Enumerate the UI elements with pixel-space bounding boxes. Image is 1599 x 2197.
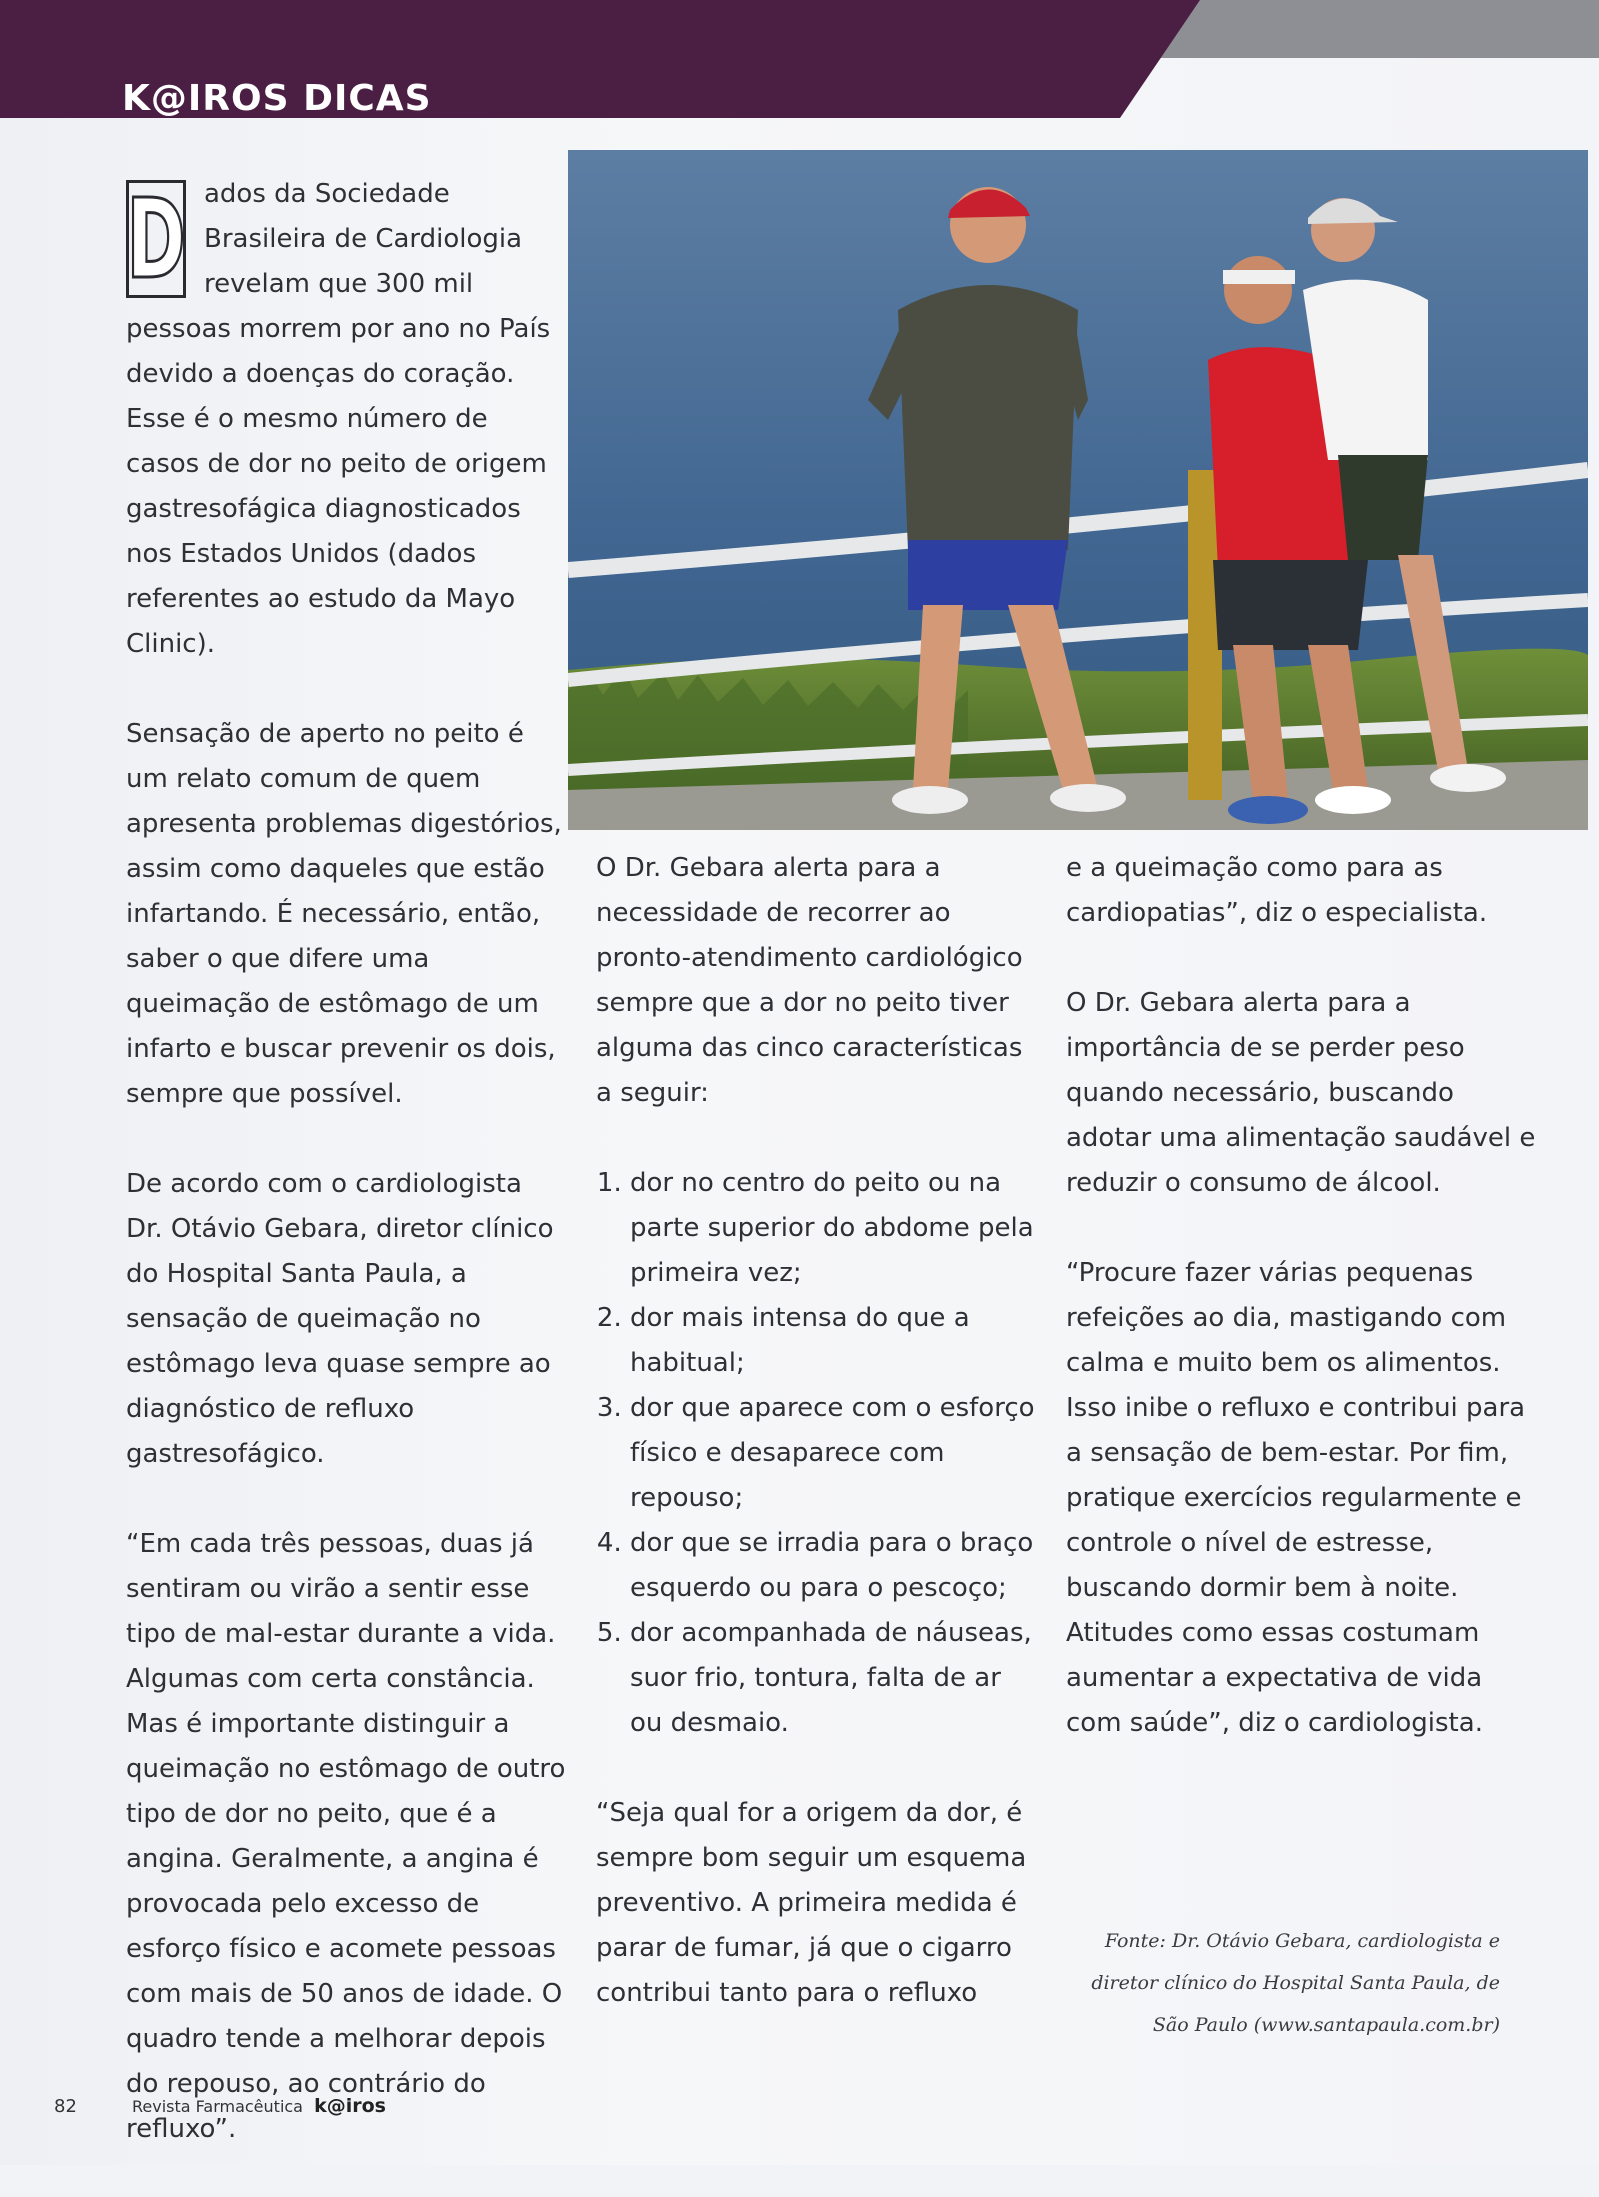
column-2 [596,846,1036,2061]
paragraph-meals-quote: “Procure fazer várias pequenas refeições ao dia, mastigando com calma e muito bem os alimentos. Isso inibe o refluxo e contribui para a sensação de bem-estar. Por fim, pratique exercícios regularmente e controle o nível de estresse, buscando dormir bem à noite. Atitudes como essas costumam aumentar a expectativa de vida com saúde”, diz o cardiologista. [1066,1258,1526,1738]
page-number: 82 [54,2096,77,2117]
paragraph-chest-pressure: Sensação de aperto no peito é um relato comum de quem apresenta problemas digestórios, assim como daqueles que estão infartando. É necessário, então, saber o que difere uma queimação de estômago de um infarto e buscar prevenir os dois, sempre que possível. [126,719,562,1109]
page-footer [54,2095,386,2117]
paragraph-weight-loss: O Dr. Gebara alerta para a importância de se perder peso quando necessário, buscando adotar uma alimentação saudável e reduzir o consumo de álcool. [1066,988,1536,1198]
joggers-photo-icon [568,150,1588,830]
list-item: 4. dor que se irradia para o braço esquerdo ou para o pescoço; [630,1521,1036,1611]
header-slant [1000,0,1200,118]
source-line: diretor clínico do Hospital Santa Paula, de [1091,1972,1500,1994]
list-item: 5. dor acompanhada de náuseas, suor frio, tontura, falta de ar ou desmaio. [630,1611,1036,1746]
column-1 [126,172,566,2197]
source-line: São Paulo (www.santapaula.com.br) [1152,2014,1500,2036]
intro-text: ados da Sociedade Brasileira de Cardiologia revelam que 300 mil pessoas morrem por ano no País devido a doenças do coração. Esse é o mesmo número de casos de dor no peito de origem gastresofágica diagnosticados nos Estados Unidos (dados referentes ao estudo da Mayo Clinic). [126,179,551,659]
source-credit [1060,1920,1500,2046]
paragraph-continuation: e a queimação como para as cardiopatias”, diz o especialista. [1066,853,1488,928]
paragraph-cardiologist: De acordo com o cardiologista Dr. Otávio Gebara, diretor clínico do Hospital Santa Paula, a sensação de queimação no estômago leva quase sempre ao diagnóstico de refluxo gastresofágico. [126,1169,554,1469]
symptoms-list [596,1161,1036,1746]
paragraph-angina-quote: “Em cada três pessoas, duas já sentiram ou virão a sentir esse tipo de mal-estar durante a vida. Algumas com certa constância. Mas é importante distinguir a queimação no estômago de outro tipo de dor no peito, que é a angina. Geralmente, a angina é provocada pelo excesso de esforço físico e acomete pessoas com mais de 50 anos de idade. O quadro tende a melhorar depois do repouso, ao contrário do refluxo”. [126,1529,566,2144]
list-item: 2. dor mais intensa do que a habitual; [630,1296,1036,1386]
intro-paragraph [126,172,566,667]
source-line: Fonte: Dr. Otávio Gebara, cardiologista e [1104,1930,1500,1952]
list-item: 1. dor no centro do peito ou na parte superior do abdome pela primeira vez; [630,1161,1036,1296]
paragraph-alert: O Dr. Gebara alerta para a necessidade de recorrer ao pronto-atendimento cardiológico sempre que a dor no peito tiver alguma das cinco características a seguir: [596,853,1023,1108]
dropcap: D [126,175,186,303]
dropcap-box [126,175,186,303]
paragraph-prevention-quote: “Seja qual for a origem da dor, é sempre bom seguir um esquema preventivo. A primeira medida é parar de fumar, já que o cigarro contribui tanto para o refluxo [596,1798,1027,2008]
section-title: K@IROS DICAS [122,78,432,119]
joggers-photo [568,150,1588,830]
brand-logo: k@iros [314,2095,386,2117]
column-3 [1066,846,1536,1791]
magazine-name: Revista Farmacêutica [132,2097,303,2116]
list-item: 3. dor que aparece com o esforço físico e desaparece com repouso; [630,1386,1036,1521]
